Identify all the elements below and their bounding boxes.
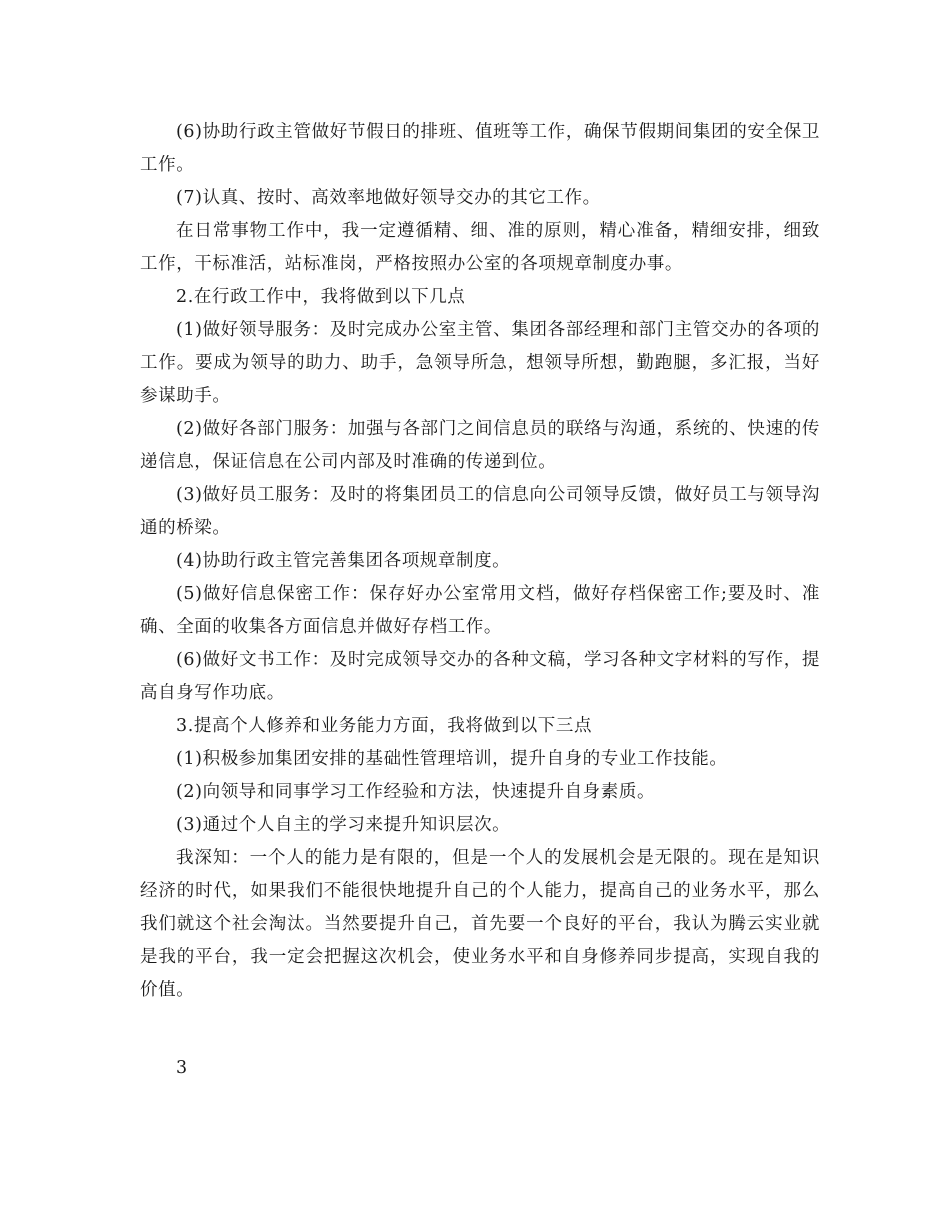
paragraph-conclusion: 我深知：一个人的能力是有限的，但是一个人的发展机会是无限的。现在是知识经济的时代，如果我们不能很快地提升自己的个人能力，提高自己的业务水平，那么我们就这个社会淘汰。当然要提升自己，首先要一个良好的平台，我认为腾云实业就是我的平台，我一定会把握这次机会，使业务水平和自身修养同步提高，实现自我的价值。 [140,848,820,1000]
paragraph-leader-service: (1)做好领导服务：及时完成办公室主管、集团各部经理和部门主管交办的各项的工作。要成为领导的助力、助手，急领导所急，想领导所想，勤跑腿，多汇报，当好参谋助手。 [140,320,820,406]
paragraph-department-service: (2)做好各部门服务：加强与各部门之间信息员的联络与沟通，系统的、快速的传递信息，保证信息在公司内部及时准确的传递到位。 [140,419,820,472]
paragraph-rules-improvement: (4)协助行政主管完善集团各项规章制度。 [176,551,511,571]
paragraph-learn-from-colleagues: (2)向领导和同事学习工作经验和方法，快速提升自身素质。 [176,782,656,802]
paragraph-training: (1)积极参加集团安排的基础性管理培训，提升自身的专业工作技能。 [176,749,728,769]
paragraph-daily-principles: 在日常事物工作中，我一定遵循精、细、准的原则，精心准备，精细安排，细致工作，干标准活，站标准岗，严格按照办公室的各项规章制度办事。 [140,221,820,274]
paragraph-self-study: (3)通过个人自主的学习来提升知识层次。 [176,815,511,835]
document-body [140,116,820,1007]
paragraph-other-tasks: (7)认真、按时、高效率地做好领导交办的其它工作。 [176,188,601,208]
section-heading-self-improvement: 3.提高个人修养和业务能力方面，我将做到以下三点 [176,716,593,736]
paragraph-confidentiality: (5)做好信息保密工作：保存好办公室常用文档，做好存档保密工作;要及时、准确、全面的收集各方面信息并做好存档工作。 [140,584,820,637]
paragraph-employee-service: (3)做好员工服务：及时的将集团员工的信息向公司领导反馈，做好员工与领导沟通的桥梁。 [140,485,820,538]
paragraph-holiday-duty: (6)协助行政主管做好节假日的排班、值班等工作，确保节假期间集团的安全保卫工作。 [140,122,820,175]
paragraph-document-work: (6)做好文书工作：及时完成领导交办的各种文稿，学习各种文字材料的写作，提高自身写作功底。 [140,650,820,703]
section-heading-admin-work: 2.在行政工作中，我将做到以下几点 [176,287,466,307]
page-number: 3 [176,1058,188,1078]
